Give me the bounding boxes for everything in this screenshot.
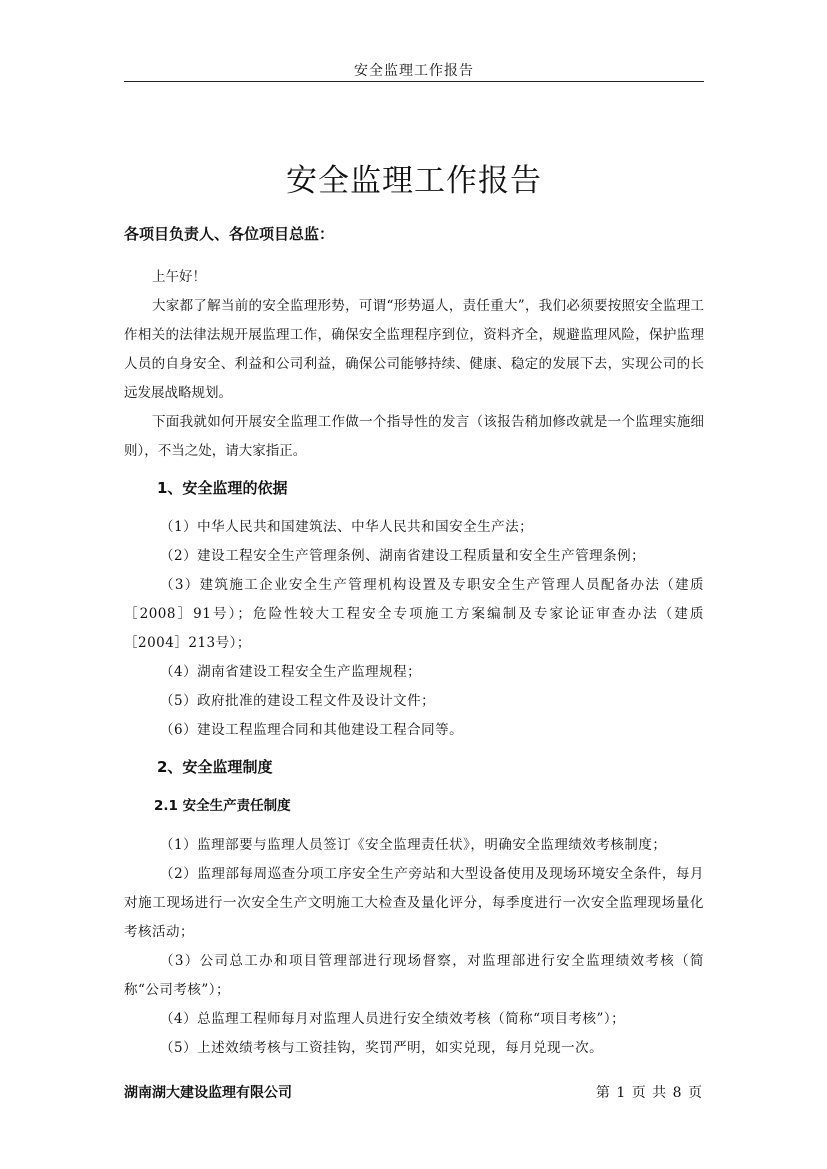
salutation: 各项目负责人、各位项目总监： [124,225,335,243]
intro-paragraph: 大家都了解当前的安全监理形势，可谓“形势逼人，责任重大”，我们必须要按照安全监理工作相关的法律法规开展监理工作，确保安全监理程序到位，资料齐全，规避监理风险，保护监理人员的自身安全、利益和公司利益，确保公司能够持续、健康、稳定的发展下去，实现公司的长远发展战略规划。 [124,298,704,401]
list-item: （6）建设工程监理合同和其他建设工程合同等。 [160,722,464,738]
list-item: （4）湖南省建设工程安全生产监理规程； [160,664,422,680]
subsection-heading: 2.1 安全生产责任制度 [154,798,291,814]
intro-paragraph: 下面我就如何开展安全监理工作做一个指导性的发言（该报告稍加修改就是一个监理实施细则），不当之处，请大家指正。 [124,414,704,459]
section-heading-system: 2、安全监理制度 [157,758,273,776]
document-body [124,220,704,1063]
greeting-paragraph: 上午好！ [152,269,206,285]
list-item: （5）上述效绩考核与工资挂钩，奖罚严明，如实兑现，每月兑现一次。 [160,1040,604,1056]
list-item: （4）总监理工程师每月对监理人员进行安全绩效考核（简称“项目考核”）； [160,1011,626,1027]
list-item: （1）中华人民共和国建筑法、中华人民共和国安全生产法； [160,519,534,535]
list-item: （2）监理部每周巡查分项工序安全生产旁站和大型设备使用及现场环境安全条件，每月对施工现场进行一次安全生产文明施工大检查及量化评分，每季度进行一次安全监理现场量化考核活动； [124,866,704,940]
footer-company: 湖南湖大建设监理有限公司 [124,1085,292,1101]
header-divider [124,81,704,82]
list-item: （1）监理部要与监理人员签订《安全监理责任状》，明确安全监理绩效考核制度； [160,837,667,853]
document-title: 安全监理工作报告 [286,162,542,199]
list-item: （5）政府批准的建设工程文件及设计文件； [160,693,436,709]
running-header: 安全监理工作报告 [354,63,474,79]
section-heading-basis: 1、安全监理的依据 [157,479,288,497]
list-item: （3）建筑施工企业安全生产管理机构设置及专职安全生产管理人员配备办法（建质［2008］91号）；危险性较大工程安全专项施工方案编制及专家论证审查办法（建质［2004］213号）； [124,577,704,651]
list-item: （2）建设工程安全生产管理条例、湖南省建设工程质量和安全生产管理条例； [160,548,646,564]
list-item: （3）公司总工办和项目管理部进行现场督察，对监理部进行安全监理绩效考核（简称“公司考核”）； [124,953,704,998]
footer-page-number: 第 1 页 共 8 页 [595,1085,703,1101]
